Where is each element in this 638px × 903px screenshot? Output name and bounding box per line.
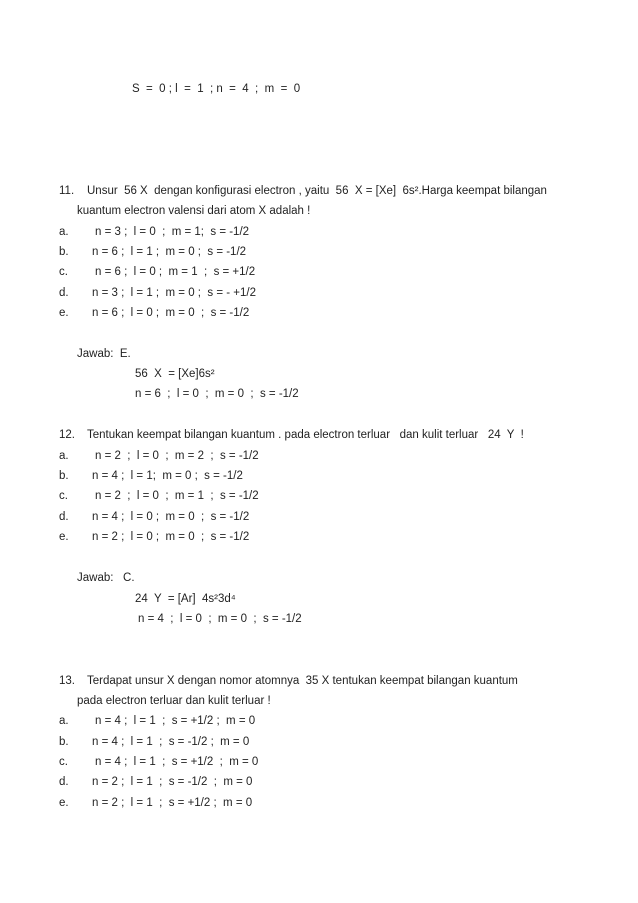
q12-option-letter: e. [59, 531, 69, 543]
q13-option-letter: d. [59, 776, 69, 788]
q13-option-text: n = 4 ; l = 1 ; s = +1/2 ; m = 0 [95, 756, 259, 768]
q12-option-text: n = 2 ; l = 0 ; m = 0 ; s = -1/2 [92, 531, 250, 543]
top-line: S = 0 ; l = 1 ; n = 4 ; m = 0 [132, 83, 301, 95]
q11-number: 11. [59, 185, 75, 197]
q11-option-text: n = 3 ; l = 1 ; m = 0 ; s = - +1/2 [92, 287, 256, 299]
q12-option-letter: d. [59, 511, 69, 523]
q11-option-text: n = 6 ; l = 0 ; m = 1 ; s = +1/2 [95, 266, 256, 278]
q13-option-letter: c. [59, 756, 68, 768]
q13-option-text: n = 4 ; l = 1 ; s = -1/2 ; m = 0 [92, 736, 250, 748]
q12-answer-config: 24 Y = [Ar] 4s²3d⁴ [135, 593, 236, 605]
q11-option-letter: d. [59, 287, 69, 299]
q11-option-text: n = 6 ; l = 1 ; m = 0 ; s = -1/2 [92, 246, 247, 258]
q13-text-line2: pada electron terluar dan kulit terluar ! [77, 695, 271, 707]
q12-answer-label: Jawab: C. [77, 572, 135, 584]
q12-option-text: n = 4 ; l = 0 ; m = 0 ; s = -1/2 [92, 511, 250, 523]
q11-option-letter: a. [59, 226, 69, 238]
q13-option-text: n = 2 ; l = 1 ; s = -1/2 ; m = 0 [92, 776, 253, 788]
q13-option-letter: a. [59, 715, 69, 727]
q13-option-text: n = 4 ; l = 1 ; s = +1/2 ; m = 0 [95, 715, 256, 727]
q11-answer-config: 56 X = [Xe]6s² [135, 368, 215, 380]
q11-option-letter: b. [59, 246, 69, 258]
q11-answer-numbers: n = 6 ; l = 0 ; m = 0 ; s = -1/2 [135, 388, 299, 400]
q11-text-line1: Unsur 56 X dengan konfigurasi electron , yaitu 56 X = [Xe] 6s².Harga keempat bilangan [87, 185, 547, 197]
q12-option-letter: b. [59, 470, 69, 482]
q13-option-letter: b. [59, 736, 69, 748]
q13-text-line1: Terdapat unsur X dengan nomor atomnya 35 X tentukan keempat bilangan kuantum [87, 675, 518, 687]
q12-option-text: n = 4 ; l = 1; m = 0 ; s = -1/2 [92, 470, 243, 482]
q12-number: 12. [59, 429, 75, 441]
q12-answer-numbers: n = 4 ; l = 0 ; m = 0 ; s = -1/2 [138, 613, 302, 625]
q13-option-text: n = 2 ; l = 1 ; s = +1/2 ; m = 0 [92, 797, 253, 809]
q12-text-line1: Tentukan keempat bilangan kuantum . pada electron terluar dan kulit terluar 24 Y ! [87, 429, 524, 441]
q12-option-text: n = 2 ; l = 0 ; m = 1 ; s = -1/2 [95, 490, 259, 502]
q11-answer-label: Jawab: E. [77, 348, 131, 360]
q12-option-text: n = 2 ; l = 0 ; m = 2 ; s = -1/2 [95, 450, 259, 462]
q11-text-line2: kuantum electron valensi dari atom X adalah ! [77, 205, 311, 217]
q13-number: 13. [59, 675, 75, 687]
q13-option-letter: e. [59, 797, 69, 809]
q11-option-text: n = 6 ; l = 0 ; m = 0 ; s = -1/2 [92, 307, 250, 319]
q12-option-letter: a. [59, 450, 69, 462]
q11-option-letter: c. [59, 266, 68, 278]
q11-option-text: n = 3 ; l = 0 ; m = 1; s = -1/2 [95, 226, 250, 238]
q12-option-letter: c. [59, 490, 68, 502]
q11-option-letter: e. [59, 307, 69, 319]
